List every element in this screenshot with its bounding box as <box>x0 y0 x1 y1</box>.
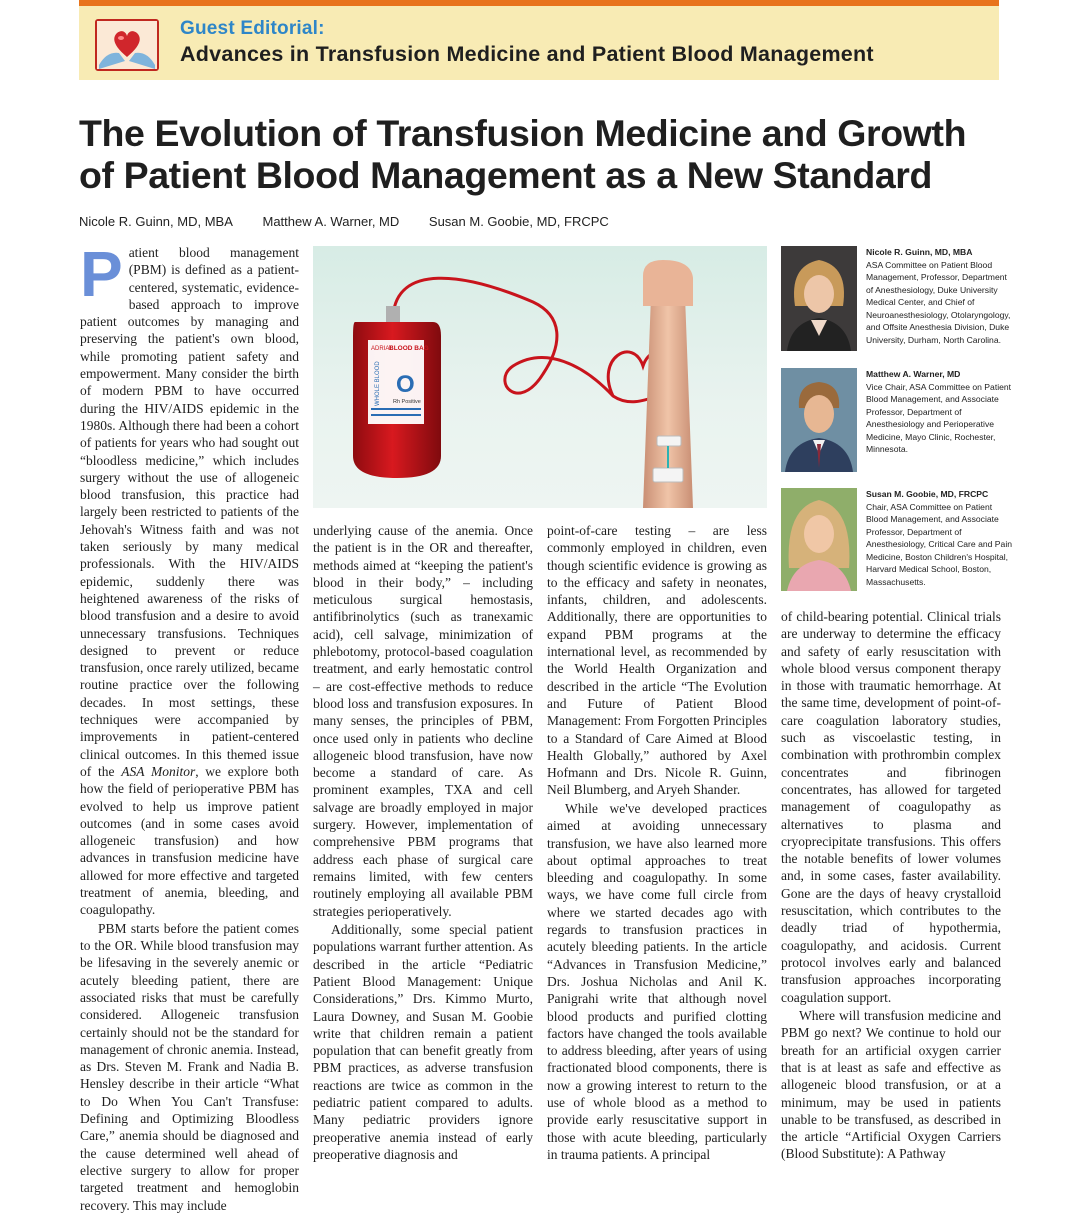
body-column-2 <box>313 522 533 1162</box>
bio-text <box>866 368 1012 456</box>
headline-line-1: The Evolution of Transfusion Medicine and Growth <box>79 112 967 154</box>
bio-description: ASA Committee on Patient Blood Management, Professor, Department of Anesthesiology, Duke University Medical Center, and Chief of Neuroanesthesiology, Otolaryngology, and Offsite Anesthesia Division, Duke University, Durham, North Carolina. <box>866 259 1011 345</box>
section-banner <box>79 6 999 80</box>
body-paragraph: Additionally, some special patient populations warrant further attention. As described in the article “Pediatric Patient Blood Management: Unique Considerations,” Drs. Kimmo Murto, Laura Downey, and Susan M. Goobie write that children remain a patient population that can benefit greatly from PBM practices, as adverse transfusion reactions are twice as common in the pediatric patient compared to adults. Many pediatric providers ignore preoperative anemia instead of early preoperative diagnosis and <box>313 922 533 1162</box>
bio-description: Chair, ASA Committee on Patient Blood Management, and Associate Professor, Department of Anesthesiology, Critical Care and Pain Medicine, Boston Children's Hospital, Harvard Medical School, Boston, Massachusetts. <box>866 501 1013 587</box>
body-paragraph: While we've developed practices aimed at avoiding unnecessary transfusion, we have also learned more about optimal approaches to treat bleeding and coagulopathy. In some ways, we have come full circle from where we started decades ago with regards to transfusion practices in acutely bleeding patients. In the article “Advances in Transfusion Medicine,” Drs. Joshua Nicholas and Anil K. Panigrahi write that although novel blood products and purified clotting factors have changed the tools available to address bleeding, after years of using fractionated blood components, there is now a growing interest to return to the use of whole blood as a method to provide early resuscitative support in those with acute bleeding, particularly in trauma patients. A principal <box>547 800 767 1162</box>
byline-author: Nicole R. Guinn, MD, MBA <box>79 214 233 229</box>
bio-name: Nicole R. Guinn, MD, MBA <box>866 247 973 257</box>
bio-text <box>866 246 1012 346</box>
banner-kicker: Guest Editorial: <box>180 18 325 39</box>
headline-line-2: of Patient Blood Management as a New Standard <box>79 154 932 196</box>
author-byline <box>79 214 635 229</box>
body-paragraph: point-of-care testing – are less commonly employed in children, even though scientific evidence is growing as to the efficacy and safety in neonates, infants, children, and adolescents. Additionally, there are opportunities to expand PBM programs at the international level, as recommended by the World Health Organization and described in the article “The Evolution and Future of Patient Blood Management: From Forgotten Principles to a Standard of Care Aimed at Blood Health Globally,” authored by Axel Hofmann and Drs. Nicole R. Guinn, Neil Blumberg, and Aryeh Shander. <box>547 523 767 798</box>
bio-name: Susan M. Goobie, MD, FRCPC <box>866 489 989 499</box>
article-headline <box>79 112 1009 196</box>
heart-hands-icon <box>95 19 159 71</box>
body-paragraph: of child-bearing potential. Clinical trials are underway to determine the efficacy and safety of early resuscitation with whole blood versus component therapy in those with traumatic hemorrhage. At the same time, development of point-of-care coagulation laboratory studies, such as viscoelastic testing, in combination with prothrombin complex concentrates and fibrinogen concentrates, has allowed for targeted management of coagulopathy as alternatives to plasma and cryoprecipitate transfusions. This offers the notable benefits of lower volumes and, in some cases, faster availability. Gone are the days of heavy crystalloid resuscitation, which contributes to the deadly triad of hypothermia, coagulopathy, and acidosis. Current protocol involves early and balanced transfusion approaches incorporating coagulation support. <box>781 609 1001 1005</box>
bag-side-label: WHOLE BLOOD <box>375 361 381 406</box>
author-bio <box>781 488 1011 598</box>
banner-title: Advances in Transfusion Medicine and Patient Blood Management <box>180 42 874 66</box>
fist <box>643 260 693 306</box>
hero-illustration <box>313 246 767 508</box>
bio-name: Matthew A. Warner, MD <box>866 369 961 379</box>
body-column-4 <box>781 608 1001 1162</box>
body-paragraph: Where will transfusion medicine and PBM go next? We continue to hold our breath for an artificial oxygen carrier that is at least as safe and effective as allogeneic blood transfusion, or at a minimum, may be used in patients unable to be transfused, as described in the article “Artificial Oxygen Carriers (Blood Substitute): A Pathway <box>781 1008 1001 1162</box>
byline-author: Susan M. Goobie, MD, FRCPC <box>428 214 609 229</box>
byline-author: Matthew A. Warner, MD <box>262 214 400 229</box>
bag-rh-label: Rh Positive <box>393 399 421 405</box>
blood-bag <box>353 306 441 478</box>
bio-description: Vice Chair, ASA Committee on Patient Blood Management, and Associate Professor, Department of Anesthesiology and Perioperative Medicine, Mayo Clinic, Rochester, Minnesota. <box>866 381 1012 454</box>
author-photo <box>781 246 857 351</box>
bag-label: BLOOD BAG <box>389 345 429 352</box>
author-bio <box>781 246 1011 356</box>
body-paragraph: underlying cause of the anemia. Once the patient is in the OR and thereafter, methods aimed at “keeping the patient's blood in their body,” – including meticulous surgical hemostasis, antifibrinolytics (such as tranexamic acid), cell salvage, minimization of phlebotomy, protocol-based coagulation treatment, and early hemostatic control – are cost-effective methods to reduce blood loss and transfusion exposures. In many senses, the principles of PBM, once used only in patients who decline allogeneic blood transfusion, have now become a standard of care. As prominent examples, TXA and cell salvage are broadly employed in major surgery. However, implementation of comprehensive PBM programs that address each phase of surgical care remains limited, with few centers routinely employing all available PBM strategies perioperatively. <box>313 523 533 919</box>
bag-blood-type: O <box>396 371 415 398</box>
bio-text <box>866 488 1012 588</box>
author-bio <box>781 368 1011 478</box>
drop-cap: P <box>80 238 123 310</box>
bag-brand: ADRIAT <box>371 346 393 352</box>
author-photo <box>781 488 857 591</box>
author-photo <box>781 368 857 472</box>
body-paragraph: Patient blood management (PBM) is defined as a patient-centered, systematic, evidence-based approach to improve patient outcomes by managing and preserving the patient's own blood, while promoting patient safety and empowerment. Many consider the birth of modern PBM to have occurred during the HIV/AIDS epidemic in the 1980s. Although there had been a cohort of patients for years who had sought out “bloodless medicine,” which includes surgery without the use of allogeneic blood transfusion, this practice had largely been restricted to patients of the Jehovah's Witness faith and was not taken seriously by many medical professionals. With the HIV/AIDS epidemic, suddenly there was heightened awareness of the risks of blood transfusion and a desire to avoid unnecessary transfusions. Techniques designed to prevent or reduce transfusion, once rarely utilized, became routine practice over the following decades. In most settings, these techniques were accompanied by improvements in patient-centered clinical outcomes. In this themed issue of the ASA Monitor, we explore both how the field of perioperative PBM has evolved to help us improve patient outcomes (and in some cases avoid allogeneic transfusion) and how advances in transfusion medicine have allowed for more effective and targeted treatment of anemia, bleeding, and coagulopathy. <box>80 238 299 918</box>
body-column-3 <box>547 522 767 1162</box>
body-paragraph: PBM starts before the patient comes to the OR. While blood transfusion may be lifesaving in the severely anemic or acutely bleeding patient, there are associated risks that must be carefully considered. Allogeneic transfusion certainly should not be the standard for management of chronic anemia. Instead, as Drs. Steven M. Frank and Nadia B. Hensley describe in their article “What to Do When You Can't Transfuse: Defining and Optimizing Bloodless Care,” anemia should be diagnosed and the cause determined well ahead of elective surgery to allow for proper targeted treatment and hemoglobin recovery. This may include <box>80 920 299 1213</box>
body-column-1 <box>80 238 299 1213</box>
